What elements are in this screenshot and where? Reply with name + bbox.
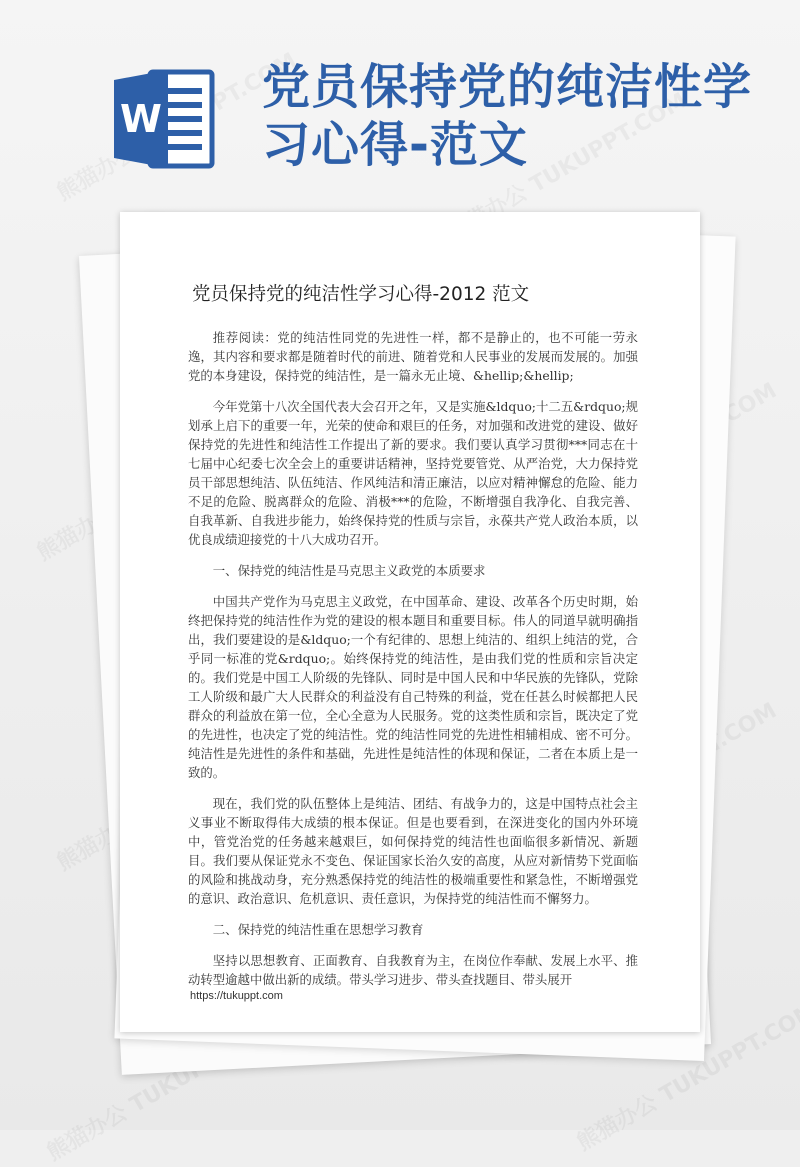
paragraph: 坚持以思想教育、正面教育、自我教育为主，在岗位作奉献、发展上水平、推动转型逾越中做出新的成绩。带头学习进步、带头查找题目、带头展开 [188, 953, 638, 987]
paragraph: 今年党第十八次全国代表大会召开之年，又是实施&ldquo;十二五&rdquo;规划承上启下的重要一年，光荣的使命和艰巨的任务，对加强和改进党的建设、做好保持党的先进性和纯洁性工作提出了新的要求。我们要认真学习贯彻***同志在十七届中心纪委七次全会上的重要讲话精神，坚持党要管党、从严治党，大力保持党员干部思想纯洁、队伍纯洁、作风纯洁和清正廉洁，以应对精神懈怠的危险、能力不足的危险、脱离群众的危险、消极***的危险，不断增强自我净化、自我完善、自我革新、自我进步能力，始终保持党的性质与宗旨，永葆共产党人政治本质，以优良成绩迎接党的十八大成功召开。 [188, 399, 638, 547]
section-heading: 一、保持党的纯洁性是马克思主义政党的本质要求 [212, 563, 486, 578]
document-body [188, 328, 638, 1001]
paragraph: 推荐阅读：党的纯洁性同党的先进性一样，都不是静止的，也不可能一劳永逸，其内容和要求都是随着时代的前进、随着党和人民事业的发展而发展的。加强党的本身建设，保持党的纯洁性，是一篇永无止境、&hellip;&hellip; [188, 330, 638, 383]
page-title: 党员保持党的纯洁性学习心得-范文 [262, 59, 753, 173]
document-page [120, 212, 700, 1032]
svg-text:W: W [120, 97, 162, 141]
footer-link[interactable]: https://tukuppt.com [190, 990, 283, 1002]
paragraph: 中国共产党作为马克思主义政党，在中国革命、建设、改革各个历史时期，始终把保持党的纯洁性作为党的建设的根本题目和重要目标。伟人的同道早就明确指出，我们要建设的是&ldquo;一个有纪律的、思想上纯洁的、组织上纯洁的党，合乎同一标准的党&rdquo;。始终保持党的纯洁性，是由我们党的性质和宗旨决定的。我们党是中国工人阶级的先锋队、同时是中国人民和中华民族的先锋队，党除工人阶级和最广大人民群众的利益没有自己特殊的利益，党在任甚么时候都把人民群众的利益放在第一位，全心全意为人民服务。党的这类性质和宗旨，既决定了党的先进性，也决定了党的纯洁性。党的纯洁性同党的先进性相辅相成、密不可分。纯洁性是先进性的条件和基础，先进性是纯洁性的体现和保证，二者在本质上是一致的。 [188, 594, 638, 780]
section-heading: 二、保持党的纯洁性重在思想学习教育 [212, 922, 424, 937]
document-title: 党员保持党的纯洁性学习心得-2012 范文 [192, 284, 530, 305]
paragraph: 现在，我们党的队伍整体上是纯洁、团结、有战争力的，这是中国特点社会主义事业不断取得伟大成绩的根本保证。但是也要看到，在深进变化的国内外环境中，管党治党的任务越来越艰巨，如何保持党的纯洁性也面临很多新情况、新题目。我们要从保证党永不变色、保证国家长治久安的高度，从应对新情势下党面临的风险和挑战动身，充分熟悉保持党的纯洁性的极端重要性和紧急性，不断增强党的意识、政治意识、危机意识、责任意识，为保持党的纯洁性而不懈努力。 [188, 796, 638, 906]
word-document-icon [110, 66, 218, 172]
